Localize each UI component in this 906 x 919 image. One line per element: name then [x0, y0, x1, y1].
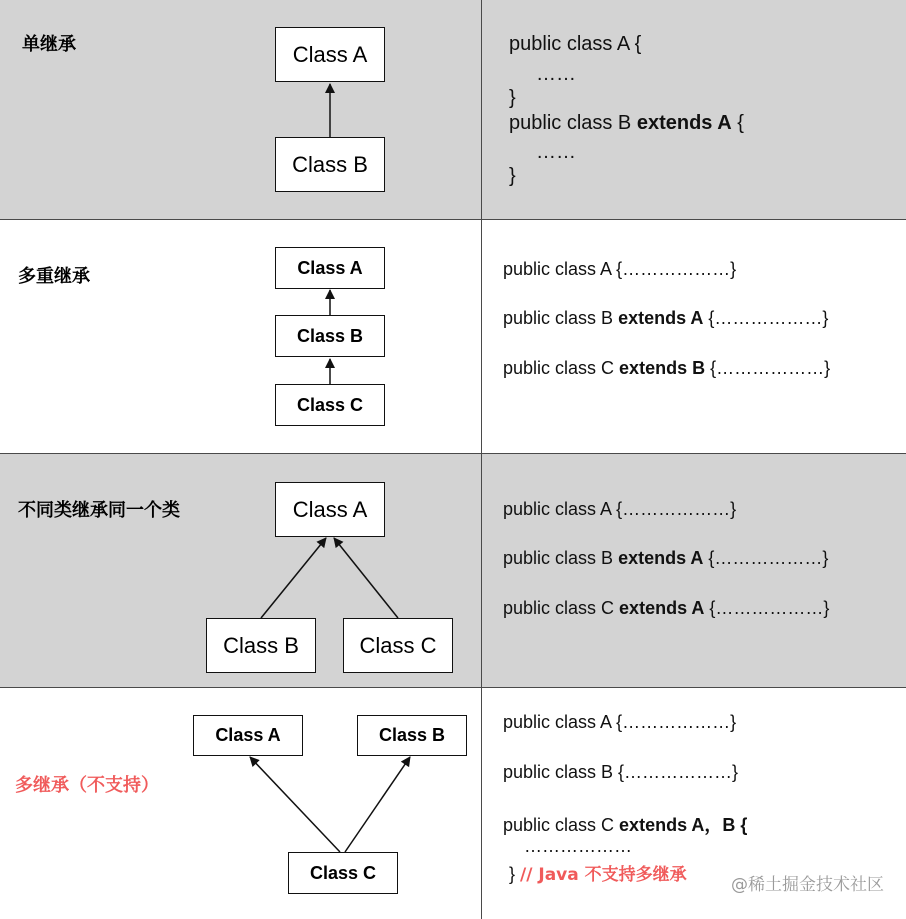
section-title: 不同类继承同一个类 [18, 500, 180, 521]
class-box-a: Class A [275, 27, 385, 82]
code-line: public class A {………………} [503, 259, 737, 279]
class-box-a: Class A [275, 482, 385, 537]
class-box-c: Class C [275, 384, 385, 426]
class-box-c: Class C [288, 852, 398, 894]
watermark: @稀土掘金技术社区 [731, 875, 884, 895]
code-line: public class C extends A，B { [503, 815, 748, 835]
class-box-c: Class C [343, 618, 453, 673]
class-box-b: Class B [357, 715, 467, 756]
code-line: } [509, 165, 516, 187]
class-box-b: Class B [275, 137, 385, 192]
section-title: 多继承（不支持） [15, 775, 159, 796]
code-line: …… [536, 141, 576, 163]
section-multilevel-background [0, 220, 906, 453]
section-title: 多重继承 [18, 266, 90, 287]
code-line: ……………… [524, 836, 632, 856]
row-divider [0, 453, 906, 454]
code-line: public class B extends A { [509, 112, 744, 134]
section-single-background [0, 0, 906, 219]
code-line: public class A {………………} [503, 712, 737, 732]
section-hierarchical-background [0, 454, 906, 687]
code-line: public class B extends A {………………} [503, 308, 829, 328]
class-box-b: Class B [275, 315, 385, 357]
code-line: } // Java 不支持多继承 [509, 864, 687, 885]
code-line: public class B extends A {………………} [503, 548, 829, 568]
row-divider [0, 219, 906, 220]
code-line: public class C extends A {………………} [503, 598, 830, 618]
section-title: 单继承 [22, 34, 76, 55]
class-box-b: Class B [206, 618, 316, 673]
code-comment: // Java 不支持多继承 [520, 865, 687, 885]
row-divider [0, 687, 906, 688]
code-line: public class A { [509, 33, 642, 55]
code-line: public class A {………………} [503, 499, 737, 519]
class-box-a: Class A [275, 247, 385, 289]
code-line: public class B {………………} [503, 762, 739, 782]
class-box-a: Class A [193, 715, 303, 756]
column-divider [481, 0, 482, 919]
code-line: } [509, 87, 516, 109]
code-line: public class C extends B {………………} [503, 358, 831, 378]
code-line: …… [536, 63, 576, 85]
